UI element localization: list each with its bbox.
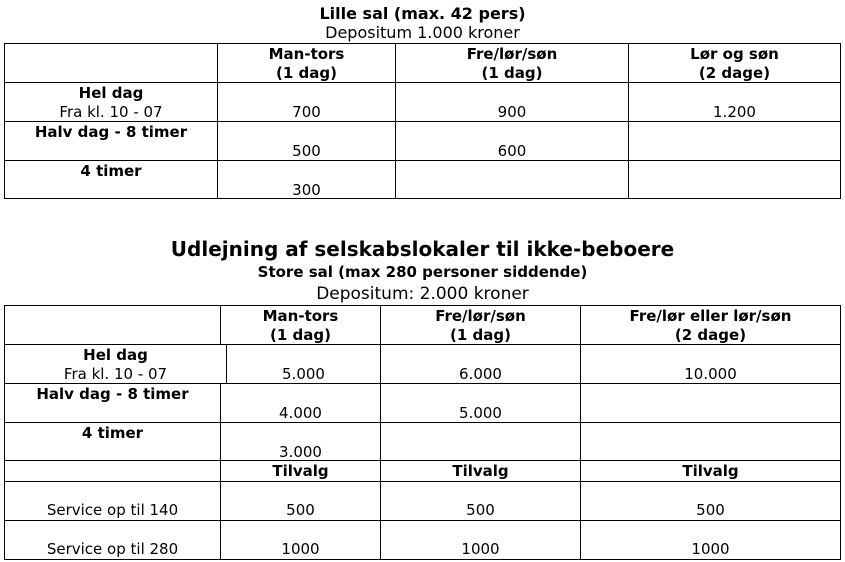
store-col-header-1: Man-tors (1 dag)	[262, 307, 339, 344]
tilvalg-header: Tilvalg	[272, 462, 329, 480]
tilvalg-header: Tilvalg	[452, 462, 509, 480]
lille-cell: 500	[292, 142, 321, 160]
lille-row-label: 4 timer	[80, 162, 142, 180]
tilvalg-header: Tilvalg	[682, 462, 739, 480]
store-cell: 3.000	[279, 443, 322, 461]
lille-col-header-3: Lør og søn (2 dage)	[690, 45, 779, 82]
store-sal-deposit: Depositum: 2.000 kroner	[316, 284, 529, 304]
store-row-label: Halv dag - 8 timer	[36, 385, 189, 403]
lille-col-header-2: Fre/lør/søn (1 dag)	[466, 45, 558, 82]
lille-cell: 600	[497, 142, 527, 160]
store-col-header-2: Fre/lør/søn (1 dag)	[435, 307, 526, 344]
store-cell: 10.000	[684, 365, 737, 383]
lille-col-header-1: Man-tors (1 dag)	[268, 45, 345, 82]
service-row-label: Service op til 140	[46, 501, 179, 519]
lille-cell: 900	[497, 103, 527, 121]
lille-cell: 1.200	[713, 103, 756, 121]
store-cell: 5.000	[459, 404, 502, 422]
store-col-header-3: Fre/lør eller lør/søn (2 dage)	[629, 307, 792, 344]
store-cell: 6.000	[459, 365, 502, 383]
service-cell: 1000	[281, 540, 320, 558]
service-cell: 500	[696, 501, 725, 519]
service-cell: 1000	[461, 540, 500, 558]
service-cell: 500	[466, 501, 495, 519]
lille-row-label: Hel dag Fra kl. 10 - 07	[59, 84, 163, 121]
store-cell: 4.000	[279, 404, 322, 422]
lille-row-label: Halv dag - 8 timer	[34, 123, 188, 141]
service-cell: 500	[286, 501, 315, 519]
lille-cell: 300	[292, 181, 321, 199]
store-row-label: 4 timer	[81, 424, 144, 442]
store-sal-title: Store sal (max 280 personer siddende)	[257, 263, 588, 281]
store-row-label: Hel dag Fra kl. 10 - 07	[63, 346, 168, 383]
service-cell: 1000	[691, 540, 730, 558]
service-row-label: Service op til 280	[46, 540, 179, 558]
lille-sal-title: Lille sal (max. 42 pers)	[319, 4, 526, 23]
store-cell: 5.000	[282, 365, 325, 383]
lille-cell: 700	[292, 103, 321, 121]
store-sal-heading: Udlejning af selskabslokaler til ikke-beboere	[170, 237, 675, 261]
lille-sal-deposit: Depositum 1.000 kroner	[325, 23, 520, 42]
